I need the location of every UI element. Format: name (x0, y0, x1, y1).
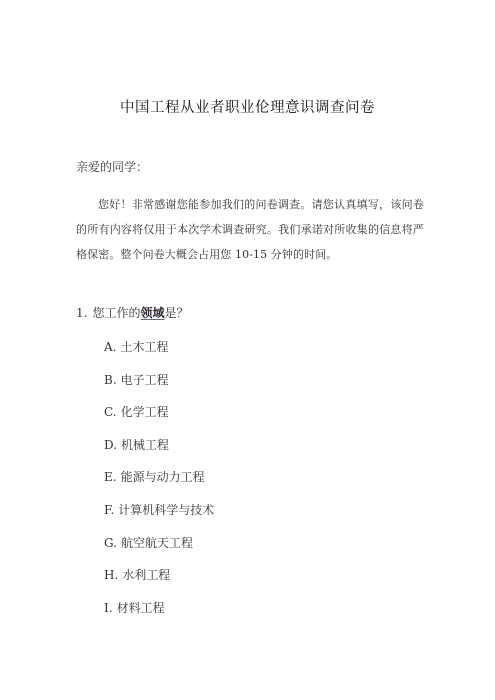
option-letter: E. (104, 470, 117, 485)
option-e[interactable] (104, 468, 214, 501)
option-f[interactable] (104, 501, 214, 534)
option-label: 电子工程 (120, 372, 169, 387)
intro-paragraph: 您好！非常感谢您能参加我们的问卷调查。请您认真填写，该问卷的所有内容将仅用于本次学术调查研究。我们承诺对所收集的信息将严格保密。整个问卷大概会占用您 10-15 分钟的时间。 (76, 198, 424, 261)
question-text-after: 是？ (164, 306, 189, 320)
question-highlight-word: 领域 (140, 306, 165, 320)
option-letter: I. (104, 600, 113, 615)
option-c[interactable] (104, 403, 214, 436)
question-number: 1. (76, 306, 88, 320)
option-letter: B. (104, 372, 117, 387)
option-label: 机械工程 (121, 437, 170, 452)
option-label: 土木工程 (120, 340, 169, 354)
option-d[interactable] (104, 436, 214, 469)
option-a[interactable] (104, 338, 214, 371)
option-letter: G. (104, 535, 117, 550)
option-label: 水利工程 (122, 568, 171, 583)
question-1 (76, 304, 189, 321)
option-h[interactable] (104, 566, 214, 599)
option-label: 航空航天工程 (120, 535, 193, 550)
option-letter: F. (104, 502, 115, 517)
option-label: 化学工程 (120, 405, 169, 420)
option-b[interactable] (104, 371, 214, 404)
option-i[interactable] (104, 599, 214, 632)
option-letter: C. (104, 405, 117, 420)
option-label: 材料工程 (116, 600, 165, 615)
option-letter: H. (104, 568, 119, 583)
option-g[interactable] (104, 534, 214, 567)
option-label: 能源与动力工程 (120, 470, 205, 485)
question-text-before: 您工作的 (92, 306, 141, 320)
page-title: 中国工程从业者职业伦理意识调查问卷 (120, 100, 375, 116)
option-letter: D. (104, 437, 118, 452)
answer-options (104, 338, 214, 631)
option-label: 计算机科学与技术 (118, 502, 215, 517)
greeting-text: 亲爱的同学： (76, 160, 149, 174)
option-letter: A. (104, 340, 117, 354)
